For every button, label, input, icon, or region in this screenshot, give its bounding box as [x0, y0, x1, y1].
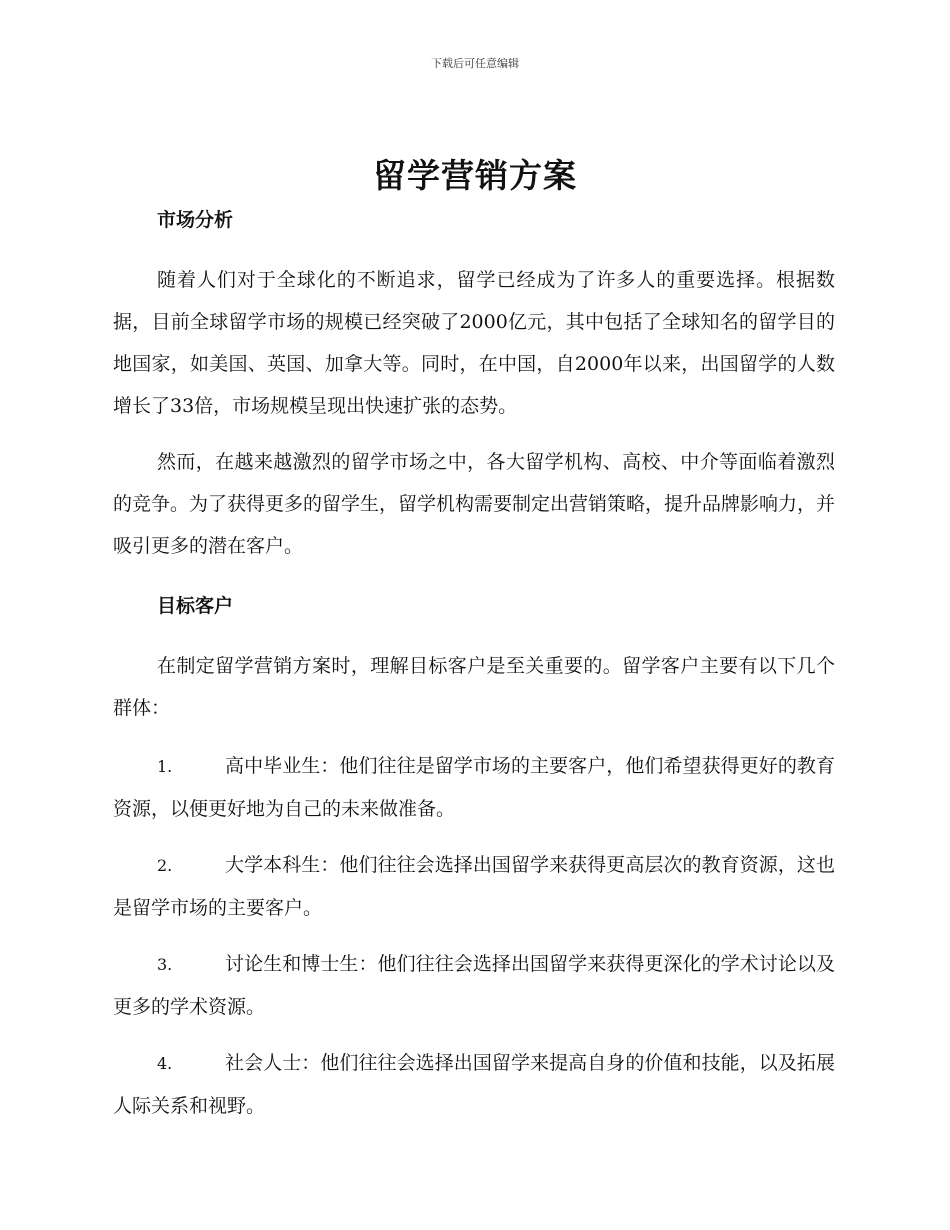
list-item-text: 大学本科生：他们往往会选择出国留学来获得更高层次的教育资源，这也是留学市场的主要客户。 — [113, 854, 835, 919]
paragraph: 然而，在越来越激烈的留学市场之中，各大留学机构、高校、中介等面临着激烈的竞争。为了获得更多的留学生，留学机构需要制定出营销策略，提升品牌影响力，并吸引更多的潜在客户。 — [113, 451, 836, 557]
list-item — [113, 943, 835, 1028]
header-note: 下载后可任意编辑 — [431, 57, 519, 70]
list-item-number: 1. — [157, 757, 173, 776]
list-item-number: 2. — [157, 856, 173, 875]
list-item-text: 高中毕业生：他们往往是留学市场的主要客户，他们希望获得更好的教育资源，以便更好地为自己的未来做准备。 — [113, 755, 835, 820]
paragraph: 在制定留学营销方案时，理解目标客户是至关重要的。留学客户主要有以下几个群体： — [113, 655, 835, 719]
customer-list — [113, 745, 835, 1127]
document-body — [113, 203, 835, 1141]
list-item — [113, 844, 835, 929]
section-heading-target-customers: 目标客户 — [157, 595, 234, 617]
list-item-text: 社会人士：他们往往会选择出国留学来提高自身的价值和技能，以及拓展人际关系和视野。 — [113, 1052, 835, 1117]
list-item — [113, 1042, 835, 1127]
list-item — [113, 745, 835, 830]
section-heading-market-analysis: 市场分析 — [157, 209, 234, 231]
paragraph: 随着人们对于全球化的不断追求，留学已经成为了许多人的重要选择。根据数据，目前全球留学市场的规模已经突破了2000亿元，其中包括了全球知名的留学目的地国家，如美国、英国、加拿大等。同时，在中国，自2000年以来，出国留学的人数增长了33倍，市场规模呈现出快速扩张的态势。 — [113, 269, 835, 417]
list-item-text: 讨论生和博士生：他们往往会选择出国留学来获得更深化的学术讨论以及更多的学术资源。 — [113, 953, 835, 1018]
list-item-number: 4. — [157, 1054, 173, 1073]
list-item-number: 3. — [157, 955, 173, 974]
document-title: 留学营销方案 — [373, 156, 577, 195]
